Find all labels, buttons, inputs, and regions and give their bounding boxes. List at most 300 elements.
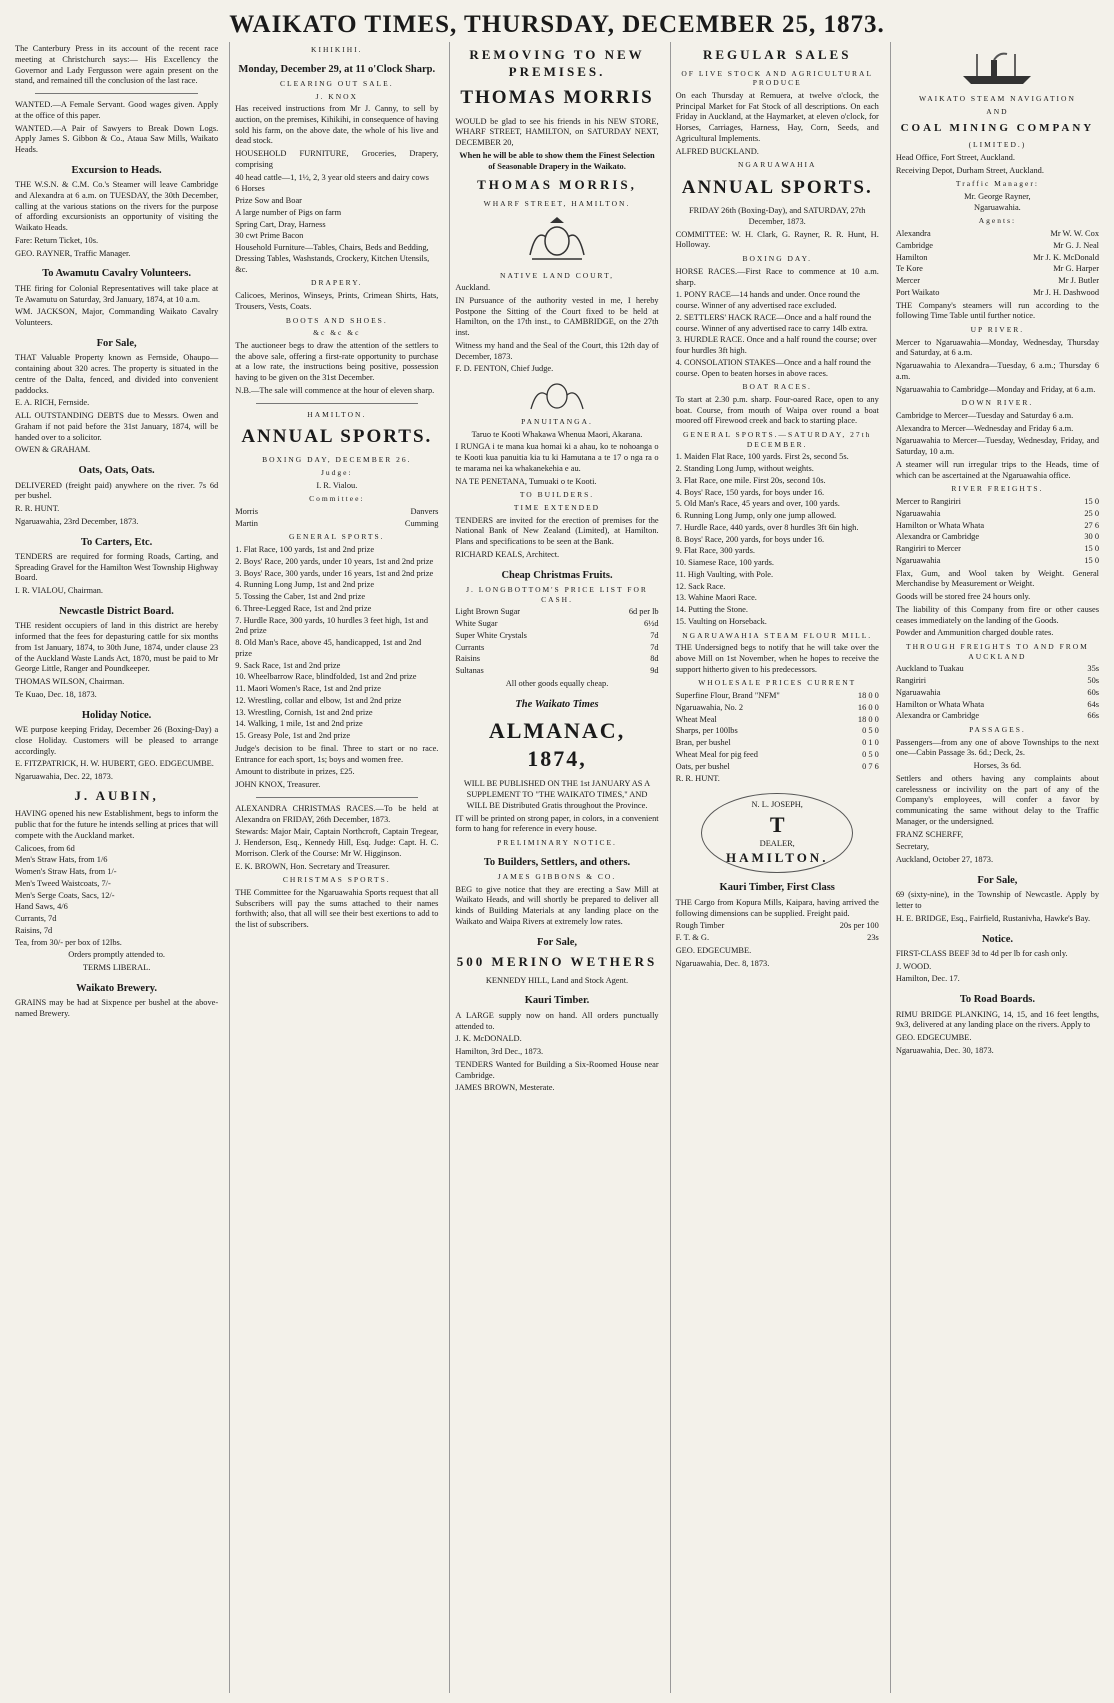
alexandra-body: Stewards: Major Mair, Captain Northcroft, Captain Tregear, J. Henderson, Esq., Kennedy Hill, Esq. Judge: Capt. H. C. Morrison. Clerk of the Course: Mr W. Higginson. — [235, 827, 439, 858]
table-row — [896, 532, 1099, 543]
item-price: 6d per lb — [628, 607, 659, 617]
table-row — [896, 544, 1099, 555]
item-name: Light Brown Sugar — [455, 607, 521, 617]
table-row — [896, 711, 1099, 722]
joseph-seal — [676, 793, 879, 873]
table-row — [676, 703, 879, 714]
table-row — [676, 933, 879, 944]
treasurer-signature: JOHN KNOX, Treasurer. — [235, 780, 321, 790]
table-row — [455, 607, 658, 618]
builders-settlers-heading: To Builders, Settlers, and others. — [483, 856, 631, 868]
route: Ngaruawahia — [895, 687, 941, 697]
list-item — [235, 507, 438, 518]
committee-label: Committee: — [309, 494, 365, 504]
almanac-note: IT will be printed on strong paper, in colors, in a convenient form to hang for reference in every house. — [455, 813, 659, 834]
panui-heading: PANUITANGA. — [521, 417, 593, 427]
list-item: 5. Old Man's Race, 45 years and over, 100 yards. — [675, 499, 840, 509]
gibbons-body: BEG to give notice that they are erecting a Saw Mill at Waikato Heads, and will shortly be prepared to deliver all kinds of Building Materials at any landing place on the Waikato and Waipa Rivers at extremely low rates. — [455, 884, 659, 926]
list-item: 1. Maiden Flat Race, 100 yards. First 2s, second 5s. — [675, 452, 849, 462]
holiday-date: Ngaruawahia, Dec. 22, 1873. — [15, 772, 113, 782]
list-item: 8. Old Man's Race, above 45, handicapped, 1st and 2nd prize — [235, 638, 422, 658]
list-item: 15. Vaulting on Horseback. — [675, 616, 767, 626]
wholesale-table — [676, 691, 879, 772]
intro-paragraph: The Canterbury Press in its account of the recent race meeting at Christchurch says:— His Excellency the Governor and Lady Fergusson were again present on the stand, and remained till the conclusion of the last race. — [15, 44, 219, 86]
list-item: 3. Flat Race, one mile. First 20s, second 10s. — [675, 475, 826, 485]
newcastle-heading: Newcastle District Board. — [59, 605, 174, 617]
freights-table — [896, 497, 1099, 567]
kauri-first-class-body: THE Cargo from Kopura Mills, Kaipara, having arrived the following dimensions can be supplied. Freight paid. — [675, 897, 879, 918]
newcastle-signature: THOMAS WILSON, Chairman. — [15, 677, 125, 687]
nb-note: N.B.—The sale will commence at the hour of eleven sharp. — [235, 385, 435, 395]
planking-signature: GEO. EDGECUMBE. — [895, 1033, 972, 1043]
agent-name: Mr G. J. Neal — [1053, 240, 1100, 250]
list-item: 15. Greasy Pole, 1st and 2nd prize — [235, 731, 351, 741]
list-item: 2. SETTLERS' HACK RACE—Once and a half round the course. Winner of any advertised race to carry 14lb extra. — [675, 312, 872, 333]
joseph-city: HAMILTON. — [725, 849, 829, 865]
list-item — [235, 519, 438, 530]
boat-races-body: To start at 2.30 p.m. sharp. Four-oared Race, open to any boat. Course, from mouth of Waipa over round a boat moored off Firewood creek and back to starting place. — [675, 394, 879, 426]
list-item: 13. Wrestling, Cornish, 1st and 2nd prize — [235, 707, 373, 717]
passages-heading: PASSAGES. — [969, 725, 1026, 735]
item-name: Wheat Meal — [675, 714, 717, 724]
gibbons-name: JAMES GIBBONS & CO. — [497, 872, 617, 882]
route: Rangiriri — [895, 676, 927, 686]
item-name: Raisins — [455, 654, 481, 664]
list-item: 3. HURDLE RACE. Once and a half round the course; over four hurdles 3ft high. — [675, 335, 877, 356]
item-price: 18 0 0 — [857, 714, 879, 724]
company-coal: COAL MINING COMPANY — [900, 122, 1095, 135]
table-row — [676, 762, 879, 773]
item-name: Bran, per bushel — [675, 738, 731, 748]
cheap-fruits-heading: Cheap Christmas Fruits. — [501, 569, 613, 581]
crest-drawing — [522, 215, 592, 265]
awamutu-heading: To Awamutu Cavalry Volunteers. — [42, 268, 191, 280]
committee-member: Cumming — [404, 518, 439, 528]
powder-note: Powder and Ammunition charged double rates. — [895, 628, 1054, 638]
beef-notice: FIRST-CLASS BEEF 3d to 4d per lb for cash only. — [895, 948, 1068, 958]
sale-body: 69 (sixty-nine), in the Township of Newcastle. Apply by letter to — [895, 890, 1100, 911]
newcastle-body: THE resident occupiers of land in this district are hereby informed that the fees for depasturing cattle for six months from 1st January, 1874, to 30th June, 1874, under clause 23 of the Auckland Waste Lands Act, 1870, must be paid to Mr George Little, Ranger and Poundkeeper. — [15, 621, 219, 674]
through-table — [896, 664, 1099, 722]
joseph-name: N. L. JOSEPH, — [751, 800, 803, 810]
merino-sale-heading: For Sale, — [536, 936, 578, 948]
debts-notice: ALL OUTSTANDING DEBTS due to Messrs. Owen and Graham if not paid before the 31st January, 1874, will be handed over to a solicitor. — [15, 411, 219, 442]
route: Mercer to Rangiriri — [895, 497, 961, 507]
scherff-signature: FRANZ SCHERFF, — [895, 829, 964, 839]
table-row — [896, 509, 1099, 520]
list-item: 6 Horses — [235, 184, 265, 194]
item-price: 9d — [650, 666, 659, 676]
royal-crest-icon — [455, 215, 658, 265]
masthead: WAIKATO TIMES, THURSDAY, DECEMBER 25, 1873. — [229, 11, 885, 38]
tenders-signature: JAMES BROWN, Mesterate. — [455, 1083, 555, 1093]
joseph-initial-icon: T — [769, 811, 785, 837]
panui-body: I RUNGA i te mana kua homai ki a ahau, ko te nohoanga o te Kooti kua panuitia kia tu ki Hamutana a te 17 o nga ra o te marama nei ka whakanekehia e au. — [455, 442, 659, 473]
list-item: Men's Tweed Waistcoats, 7/- — [15, 878, 111, 888]
agents-label: Agents: — [978, 216, 1017, 226]
auckland-label: Auckland. — [455, 283, 491, 293]
item-name: Wheat Meal for pig feed — [675, 749, 758, 759]
sports-committee: COMMITTEE: W. H. Clark, G. Rayner, R. R. Hunt, H. Holloway. — [675, 229, 879, 250]
route: Rangiriri to Mercer — [895, 544, 961, 554]
item-price: 6½d — [643, 619, 659, 629]
list-item: 7. Hurdle Race, 300 yards, 10 hurdles 3 feet high, 1st and 2nd prize — [235, 615, 429, 636]
morris-signature: THOMAS MORRIS, — [477, 177, 637, 193]
head-office: Head Office, Fort Street, Auckland. — [895, 152, 1015, 162]
item-name: Rough Timber — [675, 921, 725, 931]
item-price: 23s — [867, 933, 879, 942]
kauri-first-class-heading: Kauri Timber, First Class — [719, 882, 835, 894]
list-item: 3. Boys' Race, 300 yards, under 16 years, 1st and 2nd prize — [235, 568, 434, 578]
boxing-day: BOXING DAY, DECEMBER 26. — [262, 455, 412, 465]
item-price: 0 7 6 — [862, 761, 879, 771]
list-item: Men's Straw Hats, from 1/6 — [15, 855, 108, 865]
steam-mill-heading: NGARUAWAHIA STEAM FLOUR MILL. — [682, 630, 873, 640]
item-name: Super White Crystals — [455, 630, 527, 640]
notice-heading: Notice. — [981, 933, 1014, 945]
irregular-note: A steamer will run irregular trips to the Heads, time of which can be ascertained at the Ngaruawahia office. — [895, 459, 1100, 480]
general-sports-heading: GENERAL SPORTS. — [289, 532, 385, 542]
item-price: 7d — [650, 630, 659, 640]
joseph-badge — [701, 793, 853, 873]
agent-place: Cambridge — [895, 240, 934, 250]
divider — [256, 403, 419, 404]
annual-sports-title: ANNUAL SPORTS. — [681, 176, 873, 198]
wholesale-signature: R. R. HUNT. — [675, 774, 720, 784]
column-5 — [890, 42, 1104, 1693]
excursion-fare: Fare: Return Ticket, 10s. — [15, 235, 99, 245]
wanted-servant-ad: WANTED.—A Female Servant. Good wages given. Apply at the office of this paper. — [15, 100, 219, 120]
column-4 — [670, 42, 884, 1693]
down-row: Cambridge to Mercer—Tuesday and Saturday 6 a.m. — [895, 410, 1074, 420]
excursion-body: THE W.S.N. & C.M. Co.'s Steamer will leave Cambridge and Alexandra at 6 a.m. on TUESDAY, the 30th December, calling at the various stations on the rivers for the purpose of affording excursionists an opportunity of visiting the Waikato Heads. — [15, 180, 219, 233]
holiday-signature: E. FITZPATRICK, H. W. HUBERT, GEO. EDGECUMBE. — [15, 759, 214, 769]
christmas-sports-heading: CHRISTMAS SPORTS. — [282, 875, 391, 885]
agent-place: Hamilton — [895, 252, 928, 262]
auctioneer-name: J. KNOX — [315, 91, 358, 101]
kauri-first-class-date: Ngaruawahia, Dec. 8, 1873. — [675, 958, 770, 968]
auctioneer-note: The auctioneer begs to draw the attention of the settlers to the above sale, offering a first-rate opportunity to purchase at a low rate, the instructions being positive, possession having to be given on the 31st December. — [235, 340, 439, 382]
rate: 25 0 — [1084, 508, 1100, 518]
traffic-manager: Mr. George Rayner, — [964, 191, 1031, 201]
native-signature: F. D. FENTON, Chief Judge. — [455, 364, 554, 374]
up-row: Ngaruawahia to Cambridge—Monday and Friday, at 6 a.m. — [895, 384, 1096, 394]
wood-signature: J. WOOD. — [895, 961, 932, 971]
brewery-heading: Waikato Brewery. — [76, 982, 158, 994]
list-item: 1. PONY RACE—14 hands and under. Once round the course. Winner of any advertised race excluded. — [675, 290, 860, 311]
item-name: Oats, per bushel — [675, 761, 730, 771]
agent-place: Mercer — [895, 276, 920, 286]
judge-name: I. R. Vialou. — [316, 480, 358, 490]
debts-signature: OWEN & GRAHAM. — [15, 445, 91, 455]
morris-title: THOMAS MORRIS — [460, 87, 654, 109]
aubin-terms: TERMS LIBERAL. — [82, 963, 151, 973]
item-name: Ngaruawahia, No. 2 — [675, 702, 744, 712]
route: Hamilton or Whata Whata — [895, 699, 985, 709]
list-item: Tea, from 30/- per box of 12lbs. — [15, 937, 122, 947]
up-row: Ngaruawahia to Alexandra—Tuesday, 6 a.m.; Thursday 6 a.m. — [895, 361, 1100, 381]
divider — [35, 93, 198, 94]
columns — [10, 42, 1104, 1693]
rate: 15 0 — [1084, 544, 1100, 554]
table-row — [896, 276, 1099, 287]
route: Ngaruawahia — [895, 555, 941, 565]
passages-body: Passengers—from any one of above Townships to the next one—Cabin Passage 3s. 6d.; Deck, 2s. — [895, 737, 1100, 758]
item-price: 16 0 0 — [857, 702, 879, 712]
list-item: 40 head cattle—1, 1½, 2, 3 year old steers and dairy cows — [235, 172, 429, 182]
committee-member: Danvers — [410, 506, 439, 516]
flax-note: Flax, Gum, and Wool taken by Weight. General Merchandise by Measurement or Weight. — [895, 568, 1100, 589]
list-item: Women's Straw Hats, from 1/- — [15, 867, 117, 877]
rate: 35s — [1087, 664, 1100, 674]
list-item: 11. High Vaulting, with Pole. — [675, 569, 774, 579]
sale-date: Monday, December 29, at 11 o'Clock Sharp. — [238, 63, 436, 75]
regular-sales-sub: OF LIVE STOCK AND AGRICULTURAL PRODUCE — [681, 68, 874, 88]
planking-date: Ngaruawahia, Dec. 30, 1873. — [895, 1045, 994, 1055]
native-body: IN Pursuance of the authority vested in me, I hereby Postpone the Sitting of the Court fixed to be held at Hamilton, on the 17th inst., to CAMBRIDGE, on the 27th inst. — [455, 295, 659, 338]
joseph-dealer: DEALER, — [759, 838, 795, 848]
item-price: 8d — [650, 654, 659, 664]
list-item: Calicoes, from 6d — [15, 843, 75, 853]
clearing-sale: CLEARING OUT SALE. — [280, 79, 394, 89]
list-item: 6. Three-Legged Race, 1st and 2nd prize — [235, 603, 372, 613]
table-row — [676, 691, 879, 702]
price-list — [455, 607, 658, 677]
list-item: 1. Flat Race, 100 yards, 1st and 2nd prize — [235, 545, 375, 555]
traffic-label: Traffic Manager: — [955, 179, 1039, 189]
list-item: Raisins, 7d — [15, 925, 53, 935]
list-item: 2. Boys' Race, 200 yards, under 10 years, 1st and 2nd prize — [235, 556, 434, 566]
oats-body: DELIVERED (freight paid) anywhere on the river. 7s 6d per bushel. — [15, 480, 219, 501]
liability-note: The liability of this Company from fire or other causes ceases immediately on the landing of the Goods. — [895, 604, 1100, 625]
agent-name: Mr G. Harper — [1053, 264, 1100, 274]
boots-heading: BOOTS AND SHOES. — [285, 315, 388, 325]
wanted-sawyers-ad: WANTED.—A Pair of Sawyers to Break Down Logs. Apply James S. Gibbon & Co., Ataua Saw Mills, Waikato Heads. — [15, 123, 219, 154]
committee-member: Morris — [235, 506, 259, 516]
committee-list — [235, 507, 438, 530]
drapery-heading: DRAPERY. — [311, 278, 363, 288]
almanac-title: ALMANAC, 1874, — [488, 717, 626, 772]
crest-2-icon — [455, 381, 658, 411]
item-price: 18 0 0 — [857, 691, 879, 701]
aubin-items — [15, 844, 218, 949]
stock-list — [235, 173, 438, 276]
panui-sub: Taruo te Kooti Whakawa Whenua Maori, Akarana. — [471, 429, 643, 439]
merino-title: 500 MERINO WETHERS — [456, 954, 658, 970]
general-events — [676, 452, 879, 627]
kauri-date: Hamilton, 3rd Dec., 1873. — [455, 1047, 544, 1057]
regular-sales-heading: REGULAR SALES — [702, 47, 852, 62]
list-item: 7. Hurdle Race, 440 yards, over 8 hurdles 3ft 6in high. — [675, 522, 859, 532]
list-item: 14. Putting the Stone. — [675, 605, 748, 615]
oats-signature: R. R. HUNT. — [15, 504, 60, 513]
list-item: 10. Wheelbarrow Race, blindfolded, 1st and 2nd prize — [235, 672, 417, 682]
item-name: White Sugar — [455, 619, 498, 629]
boat-races-heading: BOAT RACES. — [742, 382, 812, 392]
excursion-heading: Excursion to Heads. — [71, 164, 162, 176]
horse-events — [676, 290, 879, 379]
list-item: 30 cwt Prime Bacon — [235, 231, 304, 241]
secretary-date: Auckland, October 27, 1873. — [895, 855, 994, 865]
rate: 15 0 — [1084, 497, 1100, 507]
horses-rate: Horses, 3s 6d. — [973, 761, 1022, 771]
list-item: 2. Standing Long Jump, without weights. — [675, 464, 814, 474]
rate: 15 0 — [1084, 555, 1100, 565]
goods-note: Goods will be stored free 24 hours only. — [895, 592, 1031, 602]
events-list — [235, 545, 438, 742]
list-item: A large number of Pigs on farm — [235, 207, 342, 217]
removing-heading: REMOVING TO NEW PREMISES. — [469, 47, 645, 79]
item-name: Sultanas — [455, 666, 484, 676]
river-freights-heading: RIVER FREIGHTS. — [951, 484, 1044, 494]
time-extended: TIME EXTENDED — [513, 503, 601, 513]
regular-sales-body: On each Thursday at Remuera, at twelve o'clock, the Principal Market for Fat Stock of all descriptions. On each Friday in Auckland, at the Haymarket, at eleven o'clock, for Horses, Carriages, Harness, Hay, Corn, Seeds, and Agricultural Implements. — [675, 90, 879, 143]
hamilton-title: HAMILTON. — [307, 409, 367, 419]
receiving-depot: Receiving Depot, Durham Street, Auckland. — [895, 165, 1044, 175]
complaints-note: Settlers and others having any complaints about carelessness or incivility on the part of any of the Company's employees, will confer a favor by communicating the same without delay to the Traffic Manager, or the undersigned. — [895, 773, 1100, 826]
divider — [256, 797, 419, 798]
route: Alexandra or Cambridge — [895, 711, 980, 721]
list-item: 4. CONSOLATION STAKES—Once and a half round the course. Open to beaten horses in above races. — [675, 357, 871, 378]
planking-notice: RIMU BRIDGE PLANKING, 14, 15, and 16 feet lengths, 9x3, delivered at any landing place on the rivers. Apply to — [895, 1009, 1100, 1030]
general-sports-heading: GENERAL SPORTS.—SATURDAY, 27th DECEMBER. — [682, 430, 872, 449]
steamers-note: THE Company's steamers will run according to the following Time Table until further notice. — [895, 300, 1100, 321]
list-item: 9. Flat Race, 300 yards. — [675, 546, 755, 556]
item-price: 20s per 100 — [839, 921, 879, 931]
almanac-brand: The Waikato Times — [515, 698, 599, 710]
wharf-street: WHARF STREET, HAMILTON. — [483, 198, 631, 208]
table-row — [896, 700, 1099, 711]
list-item: Hand Saws, 4/6 — [15, 902, 68, 912]
carters-heading: To Carters, Etc. — [80, 536, 153, 548]
list-item: Household Furniture—Tables, Chairs, Beds and Bedding, Dressing Tables, Washstands, Crockery, Kitchen Utensils, &c. — [235, 243, 430, 274]
agent-place: Te Kore — [895, 264, 923, 274]
carters-body: TENDERS are required for forming Roads, Carting, and Spreading Gravel for the Hamilton West Township Highway Board. — [15, 551, 219, 583]
kauri-signature: J. K. McDONALD. — [455, 1034, 522, 1044]
builders-heading: TO BUILDERS. — [519, 490, 595, 500]
route: Auckland to Tuakau — [895, 664, 964, 674]
list-item: Spring Cart, Dray, Harness — [235, 219, 326, 229]
item-price: 0 5 0 — [862, 726, 879, 736]
steamship-drawing — [957, 48, 1037, 88]
table-row — [455, 643, 658, 654]
kauri-body: A LARGE supply now on hand. All orders punctually attended to. — [455, 1010, 659, 1031]
list-item: Prize Sow and Boar — [235, 196, 302, 206]
table-row — [676, 750, 879, 761]
table-row — [896, 664, 1099, 675]
kauri-heading: Kauri Timber. — [524, 995, 590, 1007]
down-river-heading: DOWN RIVER. — [961, 398, 1034, 408]
builders-signature: RICHARD KEALS, Architect. — [455, 549, 560, 559]
wood-date: Hamilton, Dec. 17. — [895, 974, 960, 984]
judge-label: Judge: — [321, 468, 353, 477]
oats-heading: Oats, Oats, Oats. — [78, 465, 155, 477]
list-item: 5. Tossing the Caber, 1st and 2nd prize — [235, 592, 366, 602]
list-item: 14. Walking, 1 mile, 1st and 2nd prize — [235, 719, 363, 729]
table-row — [676, 738, 879, 749]
builders-body: TENDERS are invited for the erection of premises for the National Bank of New Zealand (Limited), at Hamilton. Plans and specifications to be seen at the Bank. — [455, 515, 659, 547]
almanac-body: WILL BE PUBLISHED ON THE 1st JANUARY AS A SUPPLEMENT TO "THE WAIKATO TIMES," AND WILL BE Distributed Gratis throughout the Province. — [463, 779, 651, 810]
route: Hamilton or Whata Whata — [895, 520, 985, 530]
oats-date: Ngaruawahia, 23rd December, 1873. — [15, 516, 139, 526]
amount-note: Amount to distribute in prizes, £25. — [235, 767, 355, 777]
longbottom-title: J. LONGBOTTOM'S PRICE LIST FOR CASH. — [466, 585, 648, 604]
agent-name: Mr J. H. Dashwood — [1033, 287, 1100, 297]
annual-sports-title: ANNUAL SPORTS. — [241, 426, 433, 448]
up-river-heading: UP RIVER. — [970, 325, 1025, 335]
christmas-sports-body: THE Committee for the Ngaruawahia Sports request that all Subscribers will pay the sums attached to their names forthwith; also, that all will see their best exertions to add to the list of subscribers. — [235, 887, 439, 930]
table-row — [455, 654, 658, 665]
table-row — [896, 688, 1099, 699]
table-row — [676, 921, 879, 932]
item-name: Superfine Flour, Brand "NFM" — [675, 691, 780, 701]
agents-table — [896, 229, 1099, 299]
item-name: Currants — [455, 642, 485, 652]
rate: 27 6 — [1084, 520, 1100, 530]
list-item: 9. Sack Race, 1st and 2nd prize — [235, 660, 341, 670]
column-2 — [229, 42, 443, 1693]
list-item: 6. Running Long Jump, only one jump allowed. — [675, 511, 837, 521]
agent-name: Mr W. W. Cox — [1050, 229, 1100, 239]
secretary-title: Secretary, — [895, 842, 929, 852]
kauri-table — [676, 921, 879, 944]
down-row: Ngaruawahia to Mercer—Tuesday, Wednesday, Friday, and Saturday, 10 a.m. — [895, 436, 1100, 457]
rate: 50s — [1087, 676, 1100, 686]
rate: 66s — [1087, 711, 1100, 721]
table-row — [896, 521, 1099, 532]
traffic-location: Ngaruawahia. — [974, 202, 1021, 212]
table-row — [896, 264, 1099, 275]
company-and: AND — [986, 106, 1009, 116]
list-item: Men's Serge Coats, Sacs, 12/- — [15, 890, 115, 900]
holiday-body: WE purpose keeping Friday, December 26 (Boxing-Day) a close Holiday. Customers will be pleased to arrange accordingly. — [15, 725, 219, 756]
table-row — [676, 726, 879, 737]
down-row: Alexandra to Mercer—Wednesday and Friday 6 a.m. — [895, 423, 1074, 433]
boxing-day-heading: BOXING DAY. — [742, 254, 812, 264]
table-row — [455, 666, 658, 677]
agent-name: Mr J. K. McDonald — [1033, 252, 1100, 262]
list-item: 10. Siamese Race, 100 yards. — [675, 558, 774, 568]
item-price: 0 5 0 — [862, 749, 879, 759]
tenders-notice: TENDERS Wanted for Building a Six-Roomed House near Cambridge. — [455, 1059, 659, 1080]
column-3 — [449, 42, 663, 1693]
up-row: Mercer to Ngaruawahia—Monday, Wednesday, Thursday and Saturday, at 6 a.m. — [895, 337, 1100, 358]
list-item: 12. Wrestling, collar and elbow, 1st and 2nd prize — [235, 695, 402, 705]
company-limited: (LIMITED.) — [968, 140, 1027, 150]
table-row — [896, 288, 1099, 299]
table-row — [455, 619, 658, 630]
steamship-icon — [896, 48, 1099, 88]
item-price: 0 1 0 — [862, 738, 879, 748]
brewery-body: GRAINS may be had at Sixpence per bushel at the above-named Brewery. — [15, 998, 219, 1019]
column-1 — [10, 42, 223, 1693]
aubin-footer: Orders promptly attended to. — [68, 950, 165, 960]
list-item: 4. Boys' Race, 150 yards, for boys under 16. — [675, 487, 825, 497]
company-name: WAIKATO STEAM NAVIGATION — [918, 94, 1076, 103]
sale-signature: E. A. RICH, Fernside. — [15, 398, 90, 408]
item-name: Sharps, per 100lbs — [675, 726, 738, 736]
all-cheap: All other goods equally cheap. — [505, 678, 609, 688]
auction-body: Has received instructions from Mr J. Canny, to sell by auction, on the premises, Kihikihi, in consequence of having sold his farm, on the above date, the whole of his live and dead stock. — [235, 104, 439, 146]
aubin-body: HAVING opened his new Establishment, begs to inform the public that for the future he intends selling at prices that will compete with the Auckland market. — [15, 809, 219, 840]
route: Ngaruawahia — [895, 508, 941, 518]
alexandra-races: ALEXANDRA CHRISTMAS RACES.—To be held at Alexandra on FRIDAY, 26th December, 1873. — [235, 803, 439, 824]
native-witness: Witness my hand and the Seal of the Court, this 12th day of December, 1873. — [455, 340, 659, 361]
list-item: 4. Running Long Jump, 1st and 2nd prize — [235, 580, 375, 590]
kauri-first-class-signature: GEO. EDGECUMBE. — [675, 945, 752, 955]
alexandra-signature: E. K. BROWN, Hon. Secretary and Treasurer. — [235, 861, 390, 871]
table-row — [676, 715, 879, 726]
